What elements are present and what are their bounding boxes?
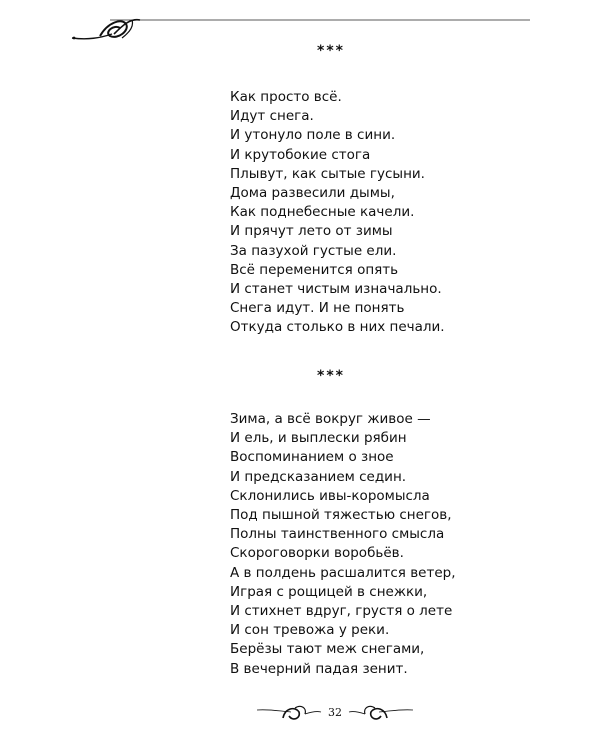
poem-line: И крутобокие стога [230, 146, 371, 163]
stanza-separator: *** [317, 368, 345, 384]
poem-line: Зима, а всё вокруг живое — [230, 411, 431, 427]
poem-line: Как поднебесные качели. [230, 204, 415, 221]
poem-line: Как просто всё. [230, 89, 342, 105]
poem-line: Скороговорки воробьёв. [230, 545, 404, 562]
stanza-separator: *** [317, 43, 345, 59]
poem-line: Снега идут. И не понять [230, 300, 405, 317]
poem-line: Склонились ивы-коромысла [230, 487, 430, 504]
poem-line: Дома развесили дымы, [230, 185, 395, 202]
poem-line: Играя с рощицей в снежки, [230, 583, 428, 600]
poem-line: Берёзы тают меж снегами, [230, 641, 425, 658]
poem-line: Откуда столько в них печали. [230, 319, 445, 336]
poem-line: Под пышной тяжестью снегов, [230, 507, 452, 524]
poem-line: Идут снега. [230, 108, 314, 125]
poem-line: И предсказанием седин. [230, 468, 407, 485]
page-footer [255, 698, 415, 728]
poem-line: В вечерний падая зенит. [230, 660, 408, 677]
poem-line: За пазухой густые ели. [230, 242, 397, 259]
poem-2 [230, 410, 456, 679]
poem-line: Всё переменится опять [230, 261, 399, 278]
poem-1 [230, 88, 445, 338]
poem-line: Воспоминанием о зное [230, 449, 394, 466]
poem-line: Плывут, как сытые гусыни. [230, 165, 425, 182]
page-number: 32 [328, 706, 342, 719]
poem-line: И сон тревожа у реки. [230, 622, 390, 639]
poem-line: Полны таинственного смысла [230, 526, 445, 543]
poem-line: И прячут лето от зимы [230, 223, 393, 240]
poem-line: И стихнет вдруг, грустя о лете [230, 603, 453, 620]
poem-line: И станет чистым изначально. [230, 281, 442, 298]
poem-line: А в полдень расшалится ветер, [230, 564, 456, 581]
poem-line: И ель, и выплески рябин [230, 430, 407, 447]
poem-line: И утонуло поле в сини. [230, 127, 396, 144]
